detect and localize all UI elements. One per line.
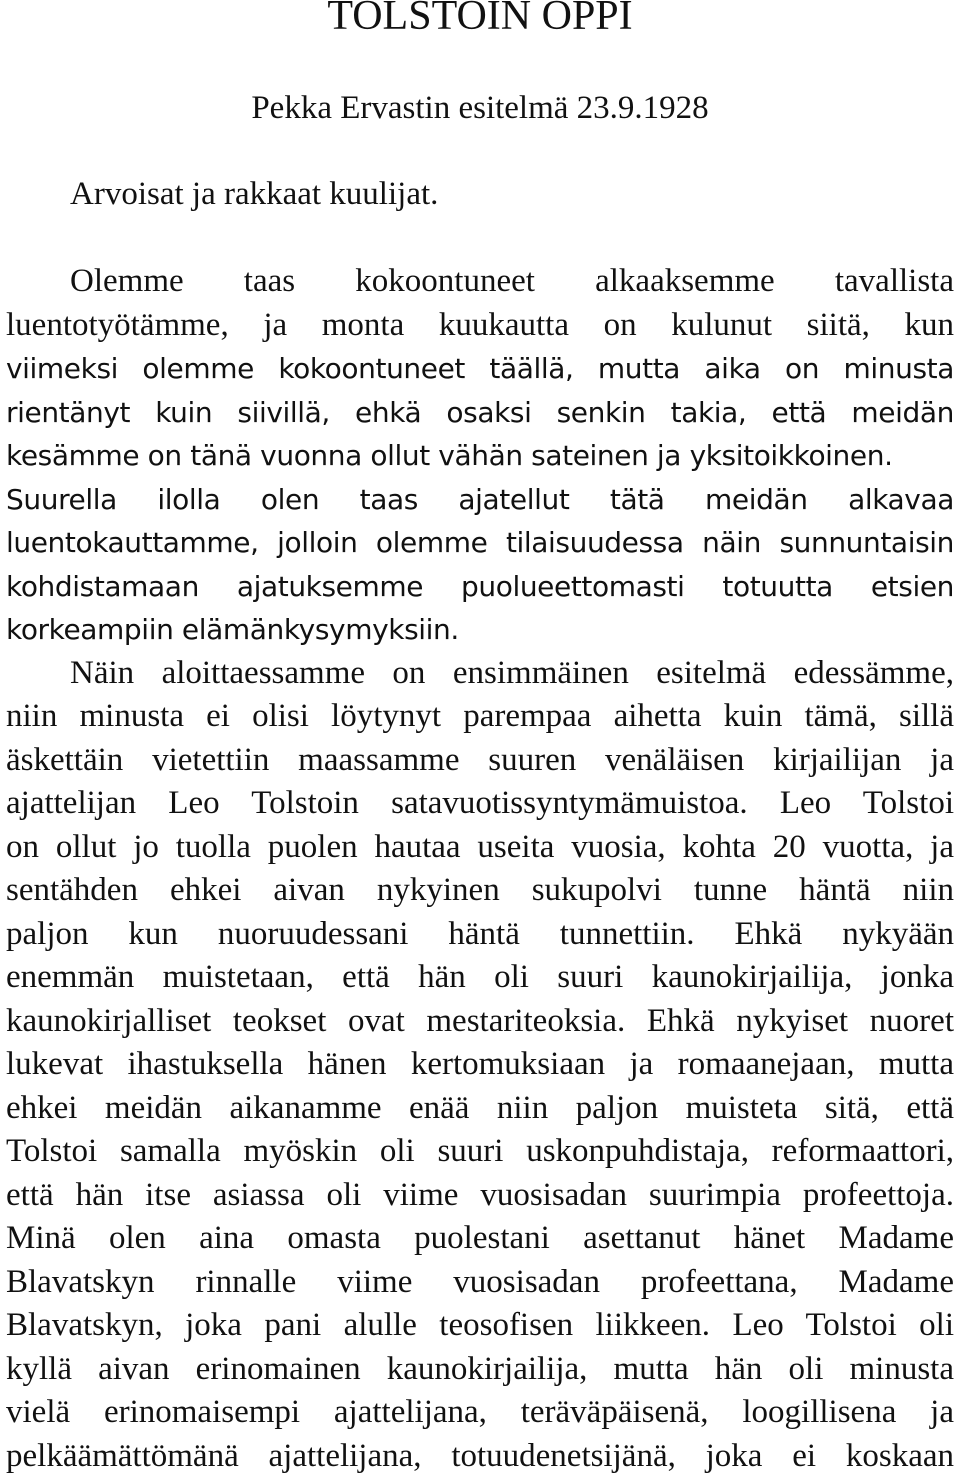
text-line: paljon kun nuoruudessani häntä tunnettiin. Ehkä nykyään <box>6 915 954 952</box>
page-title: TOLSTOIN OPPI <box>327 0 633 39</box>
text-line: pelkäämättömänä ajattelijana, totuudenetsijänä, joka ei koskaan <box>6 1437 954 1474</box>
text-line: ehkei meidän aikanamme enää niin paljon muisteta sitä, että <box>6 1089 954 1126</box>
text-line: Suurella ilolla olen taas ajatellut tätä meidän alkavaa <box>6 482 954 516</box>
text-line: Olemme taas kokoontuneet alkaaksemme tavallista <box>70 263 954 299</box>
text-line: ajattelijan Leo Tolstoin satavuotissyntymämuistoa. Leo Tolstoi <box>6 785 954 821</box>
text-line: että hän itse asiassa oli viime vuosisadan suurimpia profeettoja. <box>6 1176 954 1213</box>
lecture-subtitle: Pekka Ervastin esitelmä 23.9.1928 <box>251 90 709 126</box>
text-line: luentokauttamme, jolloin olemme tilaisuudessa näin sunnuntaisin <box>6 526 954 559</box>
text-line: luentotyötämme, ja monta kuukautta on kulunut siitä, kun <box>6 306 954 343</box>
text-line: sentähden ehkei aivan nykyinen sukupolvi tunne häntä niin <box>6 872 954 908</box>
text-line: äskettäin vietettiin maassamme suuren venäläisen kirjailijan ja <box>6 741 954 778</box>
text-line: Tolstoi samalla myöskin oli suuri uskonpuhdistaja, reformaattori, <box>6 1133 954 1169</box>
text-line: Blavatskyn rinnalle viime vuosisadan profeettana, Madame <box>6 1263 954 1300</box>
text-line: kyllä aivan erinomainen kaunokirjailija, mutta hän oli minusta <box>6 1350 954 1387</box>
text-line: viimeksi olemme kokoontuneet täällä, mutta aika on minusta <box>6 352 954 385</box>
text-line: Minä olen aina omasta puolestani asettanut hänet Madame <box>6 1220 954 1256</box>
lecture-body <box>6 260 954 1478</box>
text-line: kohdistamaan ajatuksemme puolueettomasti totuutta etsien <box>6 569 954 603</box>
text-line: rientänyt kuin siivillä, ehkä osaksi senkin takia, että meidän <box>6 395 954 429</box>
text-line: korkeampiin elämänkysymyksiin. <box>6 613 459 646</box>
salutation: Arvoisat ja rakkaat kuulijat. <box>70 176 439 212</box>
text-line: Näin aloittaessamme on ensimmäinen esitelmä edessämme, <box>70 654 954 691</box>
text-line: kesämme on tänä vuonna ollut vähän sateinen ja yksitoikkoinen. <box>6 439 893 472</box>
text-line: Blavatskyn, joka pani alulle teosofisen liikkeen. Leo Tolstoi oli <box>6 1307 954 1343</box>
text-line: on ollut jo tuolla puolen hautaa useita vuosia, kohta 20 vuotta, ja <box>6 828 954 865</box>
text-line: vielä erinomaisempi ajattelijana, teräväpäisenä, loogillisena ja <box>6 1394 954 1430</box>
text-line: enemmän muistetaan, että hän oli suuri kaunokirjailija, jonka <box>6 959 954 995</box>
text-line: niin minusta ei olisi löytynyt parempaa aihetta kuin tämä, sillä <box>6 698 954 734</box>
text-line: kaunokirjalliset teokset ovat mestariteoksia. Ehkä nykyiset nuoret <box>6 1002 954 1039</box>
text-line: lukevat ihastuksella hänen kertomuksiaan ja romaanejaan, mutta <box>6 1046 954 1082</box>
